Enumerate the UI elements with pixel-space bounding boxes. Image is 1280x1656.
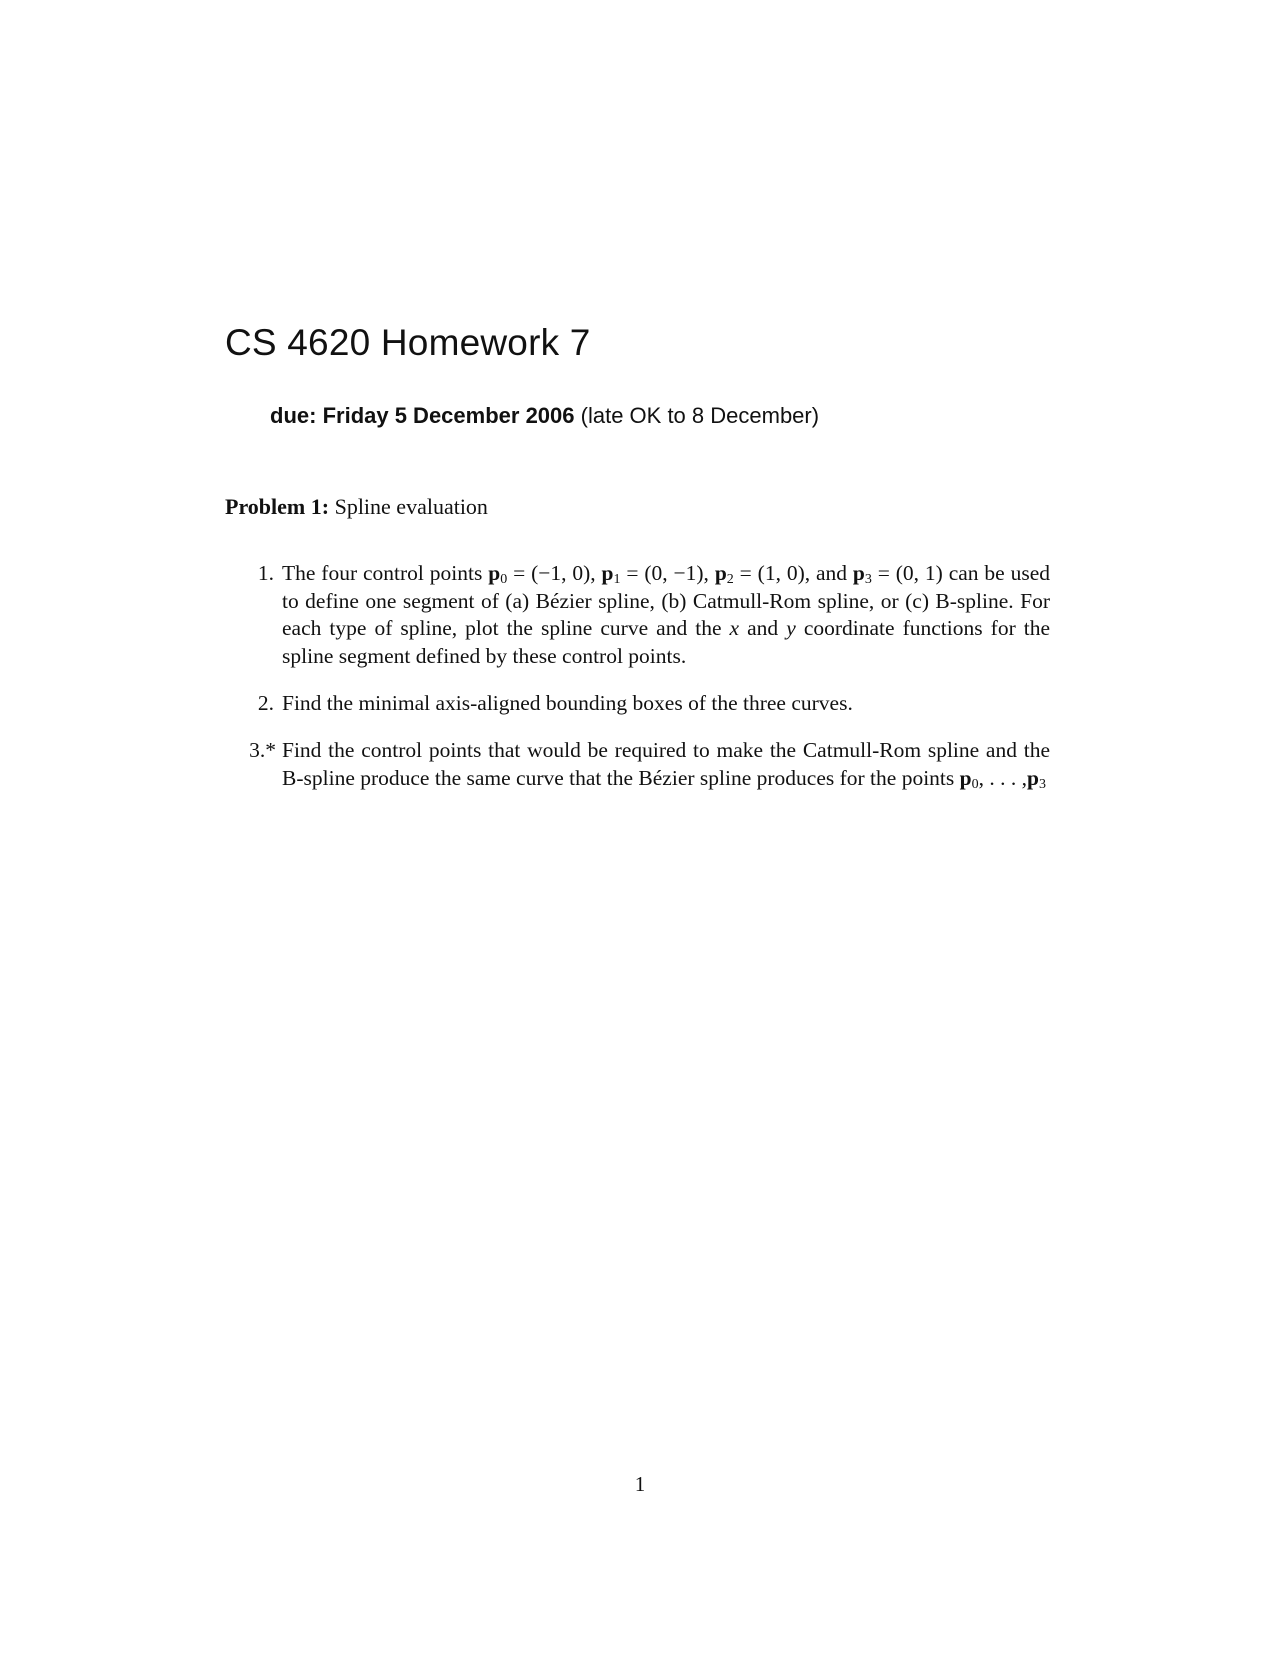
point-subscript: 0 [971, 776, 979, 792]
problem-name: Spline evaluation [334, 494, 488, 519]
point-subscript: 1 [613, 572, 621, 587]
point-symbol: p [959, 765, 972, 790]
point-range [960, 766, 1046, 790]
point-symbol: p [488, 561, 501, 585]
problem-item-2 [257, 690, 1050, 718]
due-label: due: [270, 403, 317, 428]
point-subscript: 3 [864, 572, 872, 587]
problem-item-1 [257, 560, 1051, 670]
point-p1 [602, 561, 709, 585]
point-p0 [488, 561, 595, 585]
point-symbol: p [852, 561, 865, 585]
point-symbol: p [601, 561, 614, 585]
item-number: 3.* [249, 738, 276, 762]
p2-value: = (1, 0), and [739, 561, 848, 585]
problem-heading [225, 494, 488, 520]
variable-y: y [786, 616, 796, 640]
item-number: 1. [257, 561, 274, 585]
p3-value: = (0, 1) [877, 561, 943, 585]
variable-x: x [729, 616, 740, 640]
document-title: CS 4620 Homework 7 [225, 322, 591, 363]
p0-value: = (−1, 0), [513, 561, 596, 585]
point-symbol: p [714, 561, 727, 585]
range-ellipsis: , . . . , [978, 765, 1027, 790]
point-subscript: 2 [726, 572, 734, 587]
due-date-line [270, 403, 819, 429]
page-number: 1 [634, 1472, 646, 1496]
item-3-text: Find the control points that would be required to make the Catmull-Rom spline and the B-spline produce the same curve that the Bézier spline produces for the points [282, 738, 1050, 790]
late-note: (late OK to 8 December) [580, 403, 820, 428]
point-p3 [853, 561, 943, 585]
due-date: Friday 5 December 2006 [322, 403, 575, 428]
item-1-intro: The four control points [282, 561, 483, 585]
p1-value: = (0, −1), [626, 561, 709, 585]
item-2-text: Find the minimal axis-aligned bounding boxes of the three curves. [282, 691, 853, 715]
point-p2 [715, 561, 847, 585]
point-symbol: p [1026, 765, 1039, 790]
item-1-body: can be used to define one segment of (a) Bézier spline, (b) Catmull-Rom spline, or (c) B-spline. For each type of spline, plot the spline curve and the [282, 561, 1050, 640]
problem-item-3 [249, 737, 1050, 792]
and-word: and [747, 616, 779, 640]
problem-label: Problem 1: [225, 494, 330, 519]
item-1-tail: coordinate functions for the spline segment defined by these control points. [282, 616, 1051, 668]
point-subscript: 0 [500, 572, 508, 587]
point-subscript: 3 [1038, 776, 1046, 792]
item-number: 2. [257, 691, 274, 715]
